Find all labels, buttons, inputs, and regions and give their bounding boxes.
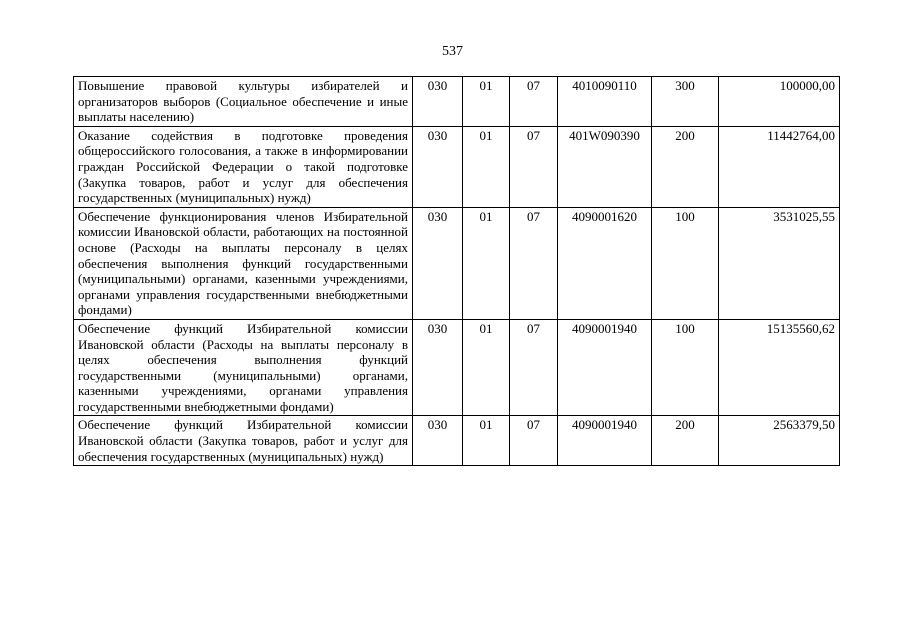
amount: 15135560,62: [719, 319, 840, 416]
table-row: [74, 319, 840, 416]
row-description: Обеспечение функций Избирательной комиссии Ивановской области (Закупка товаров, работ и услуг для обеспечения государственных (муниципальных) нужд): [74, 416, 413, 466]
row-description: Обеспечение функций Избирательной комиссии Ивановской области (Расходы на выплаты персоналу в целях обеспечения выполнения функций государственными (муниципальными) органами, казенными учреждениями, органами управления государственными внебюджетными фондами): [74, 319, 413, 416]
row-description: Оказание содействия в подготовке проведения общероссийского голосования, а также в информировании граждан Российской Федерации о такой подготовке (Закупка товаров, работ и услуг для обеспечения государственных (муниципальных) нужд): [74, 126, 413, 207]
budget-table: [73, 76, 840, 466]
subsection-code: 07: [510, 319, 558, 416]
section-code: 01: [463, 416, 510, 466]
target-article-code: 401W090390: [558, 126, 652, 207]
amount: 2563379,50: [719, 416, 840, 466]
target-article-code: 4090001620: [558, 207, 652, 319]
target-article-code: 4090001940: [558, 416, 652, 466]
subsection-code: 07: [510, 77, 558, 127]
expense-type-code: 100: [652, 319, 719, 416]
ministry-code: 030: [413, 207, 463, 319]
amount: 3531025,55: [719, 207, 840, 319]
table-row: [74, 207, 840, 319]
target-article-code: 4090001940: [558, 319, 652, 416]
section-code: 01: [463, 126, 510, 207]
subsection-code: 07: [510, 207, 558, 319]
page-number: 537: [442, 44, 463, 59]
expense-type-code: 100: [652, 207, 719, 319]
ministry-code: 030: [413, 77, 463, 127]
subsection-code: 07: [510, 416, 558, 466]
amount: 11442764,00: [719, 126, 840, 207]
expense-type-code: 300: [652, 77, 719, 127]
subsection-code: 07: [510, 126, 558, 207]
table-row: [74, 77, 840, 127]
section-code: 01: [463, 207, 510, 319]
expense-type-code: 200: [652, 126, 719, 207]
row-description: Обеспечение функционирования членов Избирательной комиссии Ивановской области, работающих на постоянной основе (Расходы на выплаты персоналу в целях обеспечения выполнения функций государственными (муниципальными) органами, казенными учреждениями, органами управления государственными внебюджетными фондами): [74, 207, 413, 319]
expense-type-code: 200: [652, 416, 719, 466]
section-code: 01: [463, 77, 510, 127]
ministry-code: 030: [413, 319, 463, 416]
amount: 100000,00: [719, 77, 840, 127]
section-code: 01: [463, 319, 510, 416]
table-row: [74, 126, 840, 207]
target-article-code: 4010090110: [558, 77, 652, 127]
ministry-code: 030: [413, 126, 463, 207]
ministry-code: 030: [413, 416, 463, 466]
row-description: Повышение правовой культуры избирателей и организаторов выборов (Социальное обеспечение и иные выплаты населению): [74, 77, 413, 127]
table-row: [74, 416, 840, 466]
